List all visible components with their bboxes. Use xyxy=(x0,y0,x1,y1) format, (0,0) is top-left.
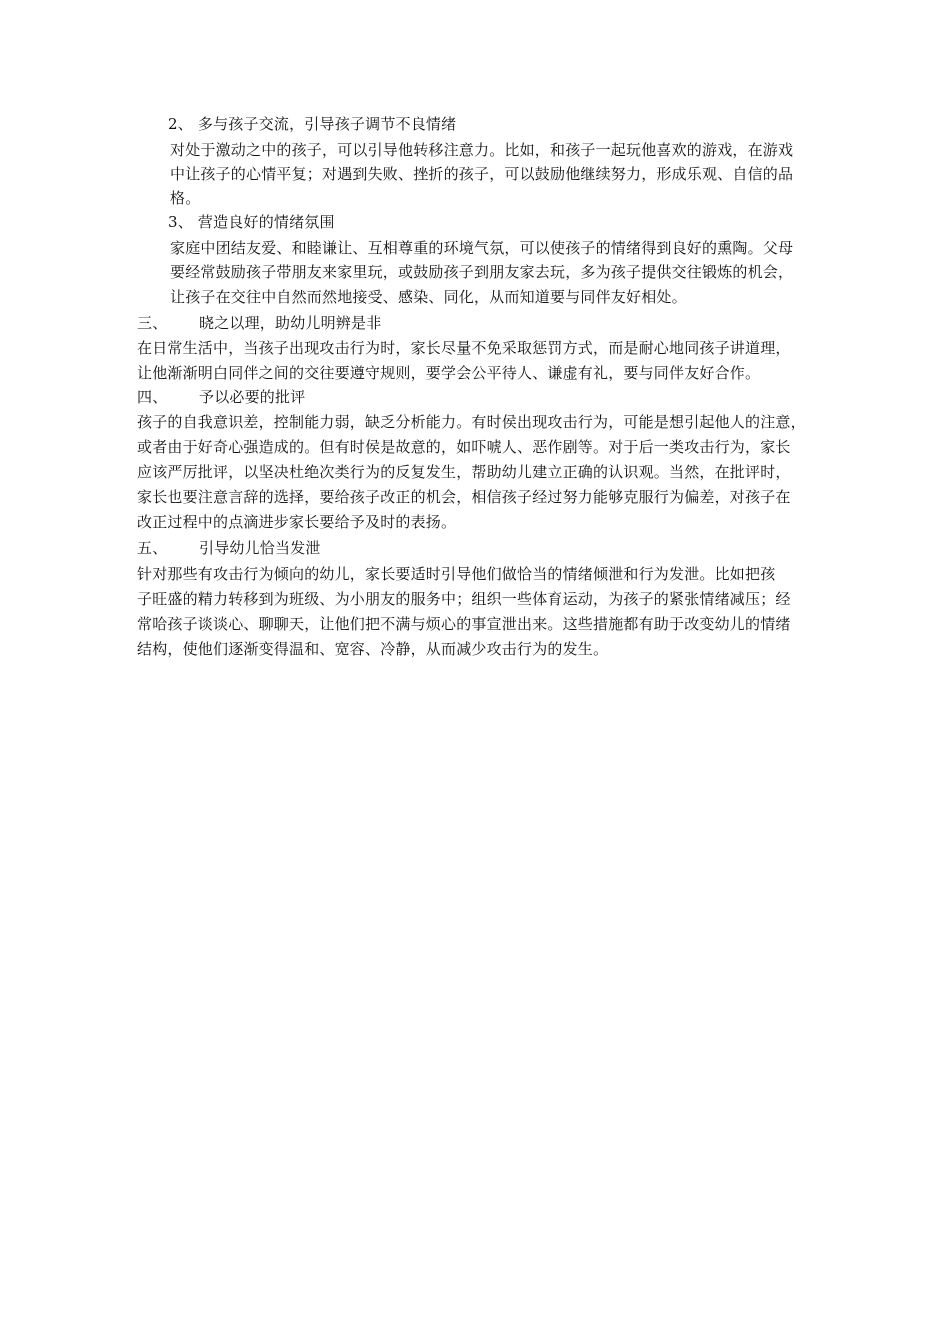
subsection-2-heading: 2、 多与孩子交流，引导孩子调节不良情绪 xyxy=(168,115,457,133)
subsection-2-line-3: 格。 xyxy=(170,189,201,207)
section-3-line-2: 让他渐渐明白同伴之间的交往要遵守规则，要学会公平待人、谦虚有礼，要与同伴友好合作。 xyxy=(137,364,761,382)
section-5-title: 引导幼儿恰当发泄 xyxy=(199,539,321,557)
section-3-number: 三、 xyxy=(137,314,168,332)
section-5-number: 五、 xyxy=(137,539,168,557)
section-4-line-3: 应该严厉批评，以坚决杜绝次类行为的反复发生，帮助幼儿建立正确的认识观。当然，在批评时， xyxy=(137,463,791,481)
section-4-number: 四、 xyxy=(137,388,168,406)
subsection-3-heading: 3、 营造良好的情绪氛围 xyxy=(168,213,335,231)
section-3-line-1: 在日常生活中，当孩子出现攻击行为时，家长尽量不免采取惩罚方式，而是耐心地同孩子讲道理， xyxy=(137,339,791,357)
subsection-2-line-2: 中让孩子的心情平复；对遇到失败、挫折的孩子，可以鼓励他继续努力，形成乐观、自信的品 xyxy=(170,165,794,183)
section-3-title: 晓之以理，助幼儿明辨是非 xyxy=(199,314,382,332)
section-5-line-4: 结构，使他们逐渐变得温和、宽容、冷静，从而减少攻击行为的发生。 xyxy=(137,640,609,658)
subsection-3-line-1: 家庭中团结友爱、和睦谦让、互相尊重的环境气氛，可以使孩子的情绪得到良好的熏陶。父母 xyxy=(170,239,794,257)
section-4-line-2: 或者由于好奇心强造成的。但有时侯是故意的，如吓唬人、恶作剧等。对于后一类攻击行为，家长 xyxy=(137,438,791,456)
subsection-3-line-2: 要经常鼓励孩子带朋友来家里玩，或鼓励孩子到朋友家去玩，多为孩子提供交往锻炼的机会， xyxy=(170,263,794,281)
section-4-line-4: 家长也要注意言辞的选择，要给孩子改正的机会，相信孩子经过努力能够克服行为偏差，对孩子在 xyxy=(137,488,791,506)
section-5-line-1: 针对那些有攻击行为倾向的幼儿，家长要适时引导他们做恰当的情绪倾泄和行为发泄。比如把孩 xyxy=(137,565,776,583)
subsection-2-line-1: 对处于激动之中的孩子，可以引导他转移注意力。比如，和孩子一起玩他喜欢的游戏，在游戏 xyxy=(170,141,794,159)
section-4-line-5: 改正过程中的点滴进步家长要给予及时的表扬。 xyxy=(137,513,457,531)
subsection-3-line-3: 让孩子在交往中自然而然地接受、感染、同化，从而知道要与同伴友好相处。 xyxy=(170,288,687,306)
section-4-line-1: 孩子的自我意识差，控制能力弱，缺乏分析能力。有时侯出现攻击行为，可能是想引起他人的注意， xyxy=(137,413,806,431)
section-5-line-2: 子旺盛的精力转移到为班级、为小朋友的服务中；组织一些体育运动，为孩子的紧张情绪减压；经 xyxy=(137,590,791,608)
section-3-heading xyxy=(137,311,381,335)
section-4-title: 予以必要的批评 xyxy=(199,388,306,406)
section-5-heading xyxy=(137,536,321,560)
section-5-line-3: 常哈孩子谈谈心、聊聊天，让他们把不满与烦心的事宣泄出来。这些措施都有助于改变幼儿的情绪 xyxy=(137,615,791,633)
section-4-heading xyxy=(137,385,305,409)
